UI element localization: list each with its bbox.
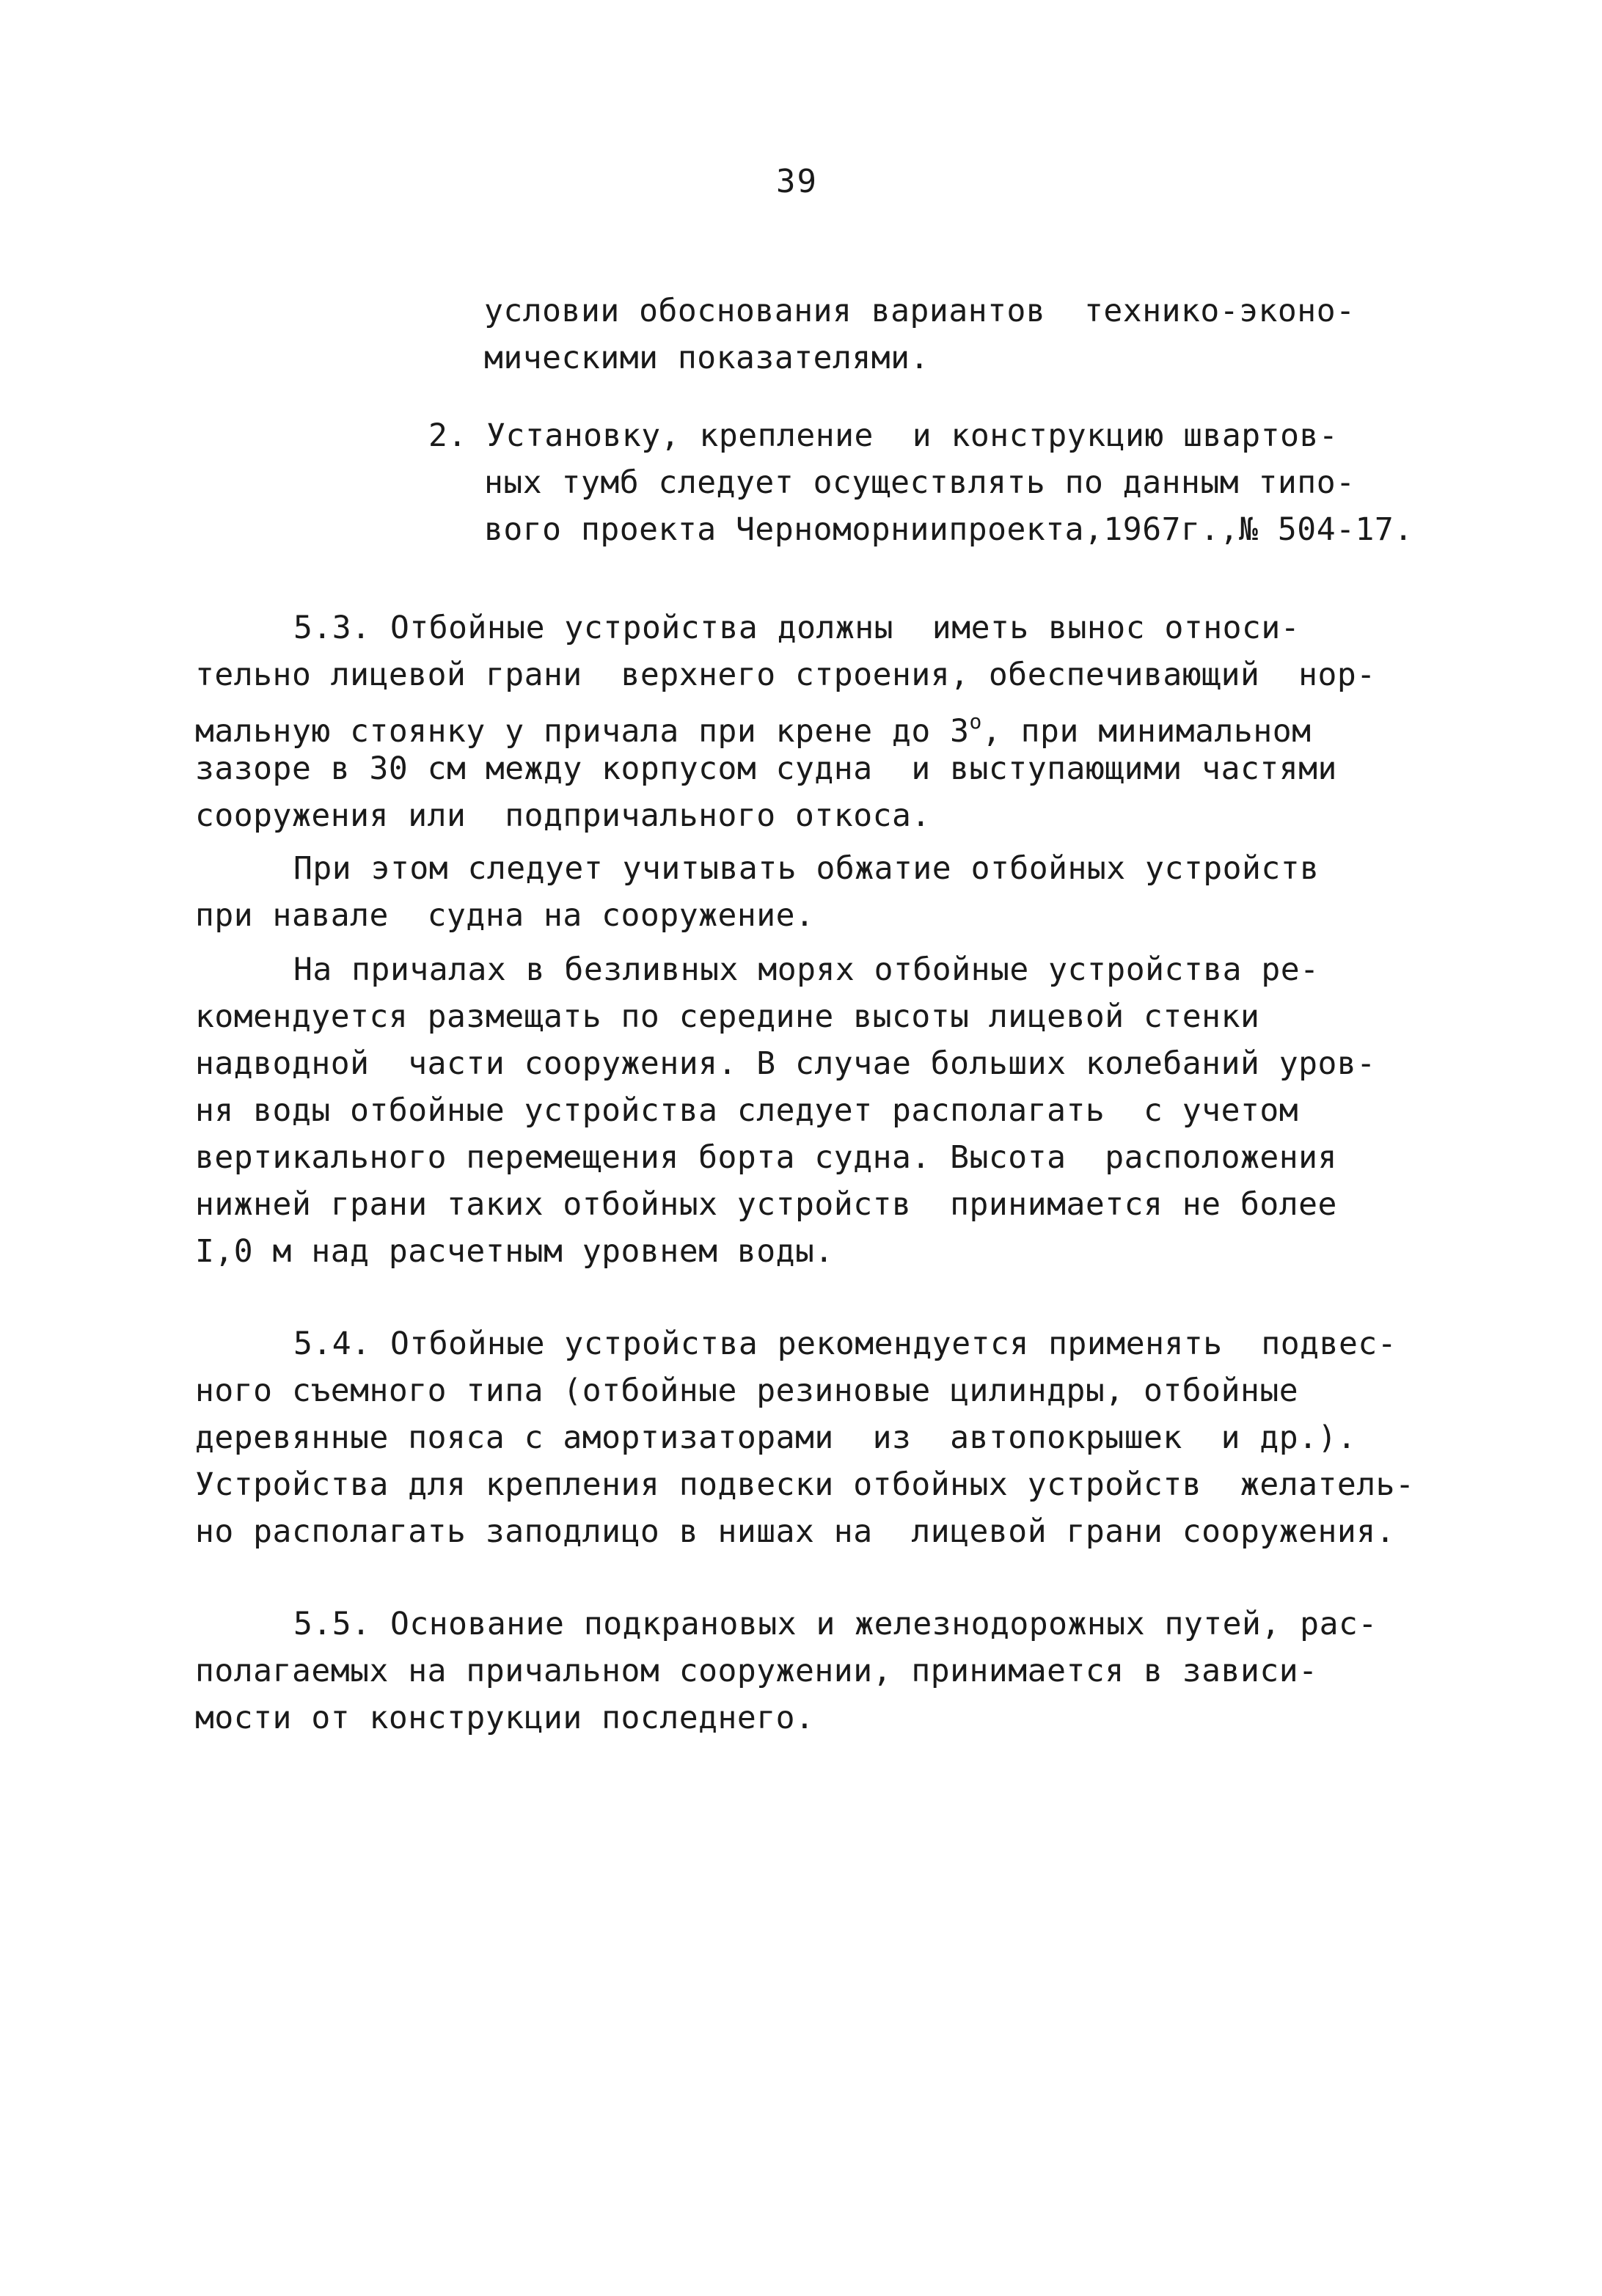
text-line: 2. Установку, крепление и конструкцию швартов-: [428, 417, 1339, 454]
text-line: деревянные пояса с амортизаторами из автопокрышек и др.).: [195, 1419, 1357, 1456]
text-line: тельно лицевой грани верхнего строения, обеспечивающий нор-: [195, 657, 1376, 693]
text-line: вертикального перемещения борта судна. Высота расположения: [195, 1139, 1337, 1176]
text-line: При этом следует учитывать обжатие отбойных устройств: [293, 850, 1320, 887]
text-line: при навале судна на сооружение.: [195, 897, 815, 934]
text-line: ных тумб следует осуществлять по данным типо-: [484, 464, 1356, 501]
text-line: 5.3. Отбойные устройства должны иметь вынос относи-: [293, 610, 1301, 646]
text-line: условии обоснования вариантов технико-эконо-: [484, 293, 1356, 329]
text-line: надводной части сооружения. В случае больших колебаний уров-: [195, 1045, 1376, 1082]
text-line: мости от конструкции последнего.: [195, 1700, 815, 1736]
text-line: 5.5. Основание подкрановых и железнодорожных путей, рас-: [293, 1606, 1378, 1642]
text-line: комендуется размещать по середине высоты лицевой стенки: [195, 998, 1260, 1035]
text-line: нижней грани таких отбойных устройств принимается не более: [195, 1186, 1337, 1223]
text-line: сооружения или подпричального откоса.: [195, 797, 931, 834]
text-line: зазоре в 30 см между корпусом судна и выступающими частями: [195, 750, 1337, 787]
text-line: I,0 м над расчетным уровнем воды.: [195, 1233, 834, 1270]
text-line: но располагать заподлицо в нишах на лицевой грани сооружения.: [195, 1513, 1396, 1550]
text-line: Устройства для крепления подвески отбойных устройств желатель-: [195, 1466, 1415, 1503]
text-line: вого проекта Черноморниипроекта,1967г.,№ 504-17.: [484, 511, 1413, 548]
text-segment: мальную стоянку у причала при крене до 3: [195, 713, 970, 750]
text-line: полагаемых на причальном сооружении, принимается в зависи-: [195, 1653, 1318, 1689]
text-line: ного съемного типа (отбойные резиновые цилиндры, отбойные: [195, 1372, 1299, 1409]
text-line: 5.4. Отбойные устройства рекомендуется применять подвес-: [293, 1326, 1397, 1362]
text-line: ня воды отбойные устройства следует располагать с учетом: [195, 1092, 1299, 1129]
text-segment: , при минимальном: [981, 713, 1312, 750]
text-line: мическими показателями.: [484, 340, 929, 376]
page-number: 39: [776, 163, 818, 200]
degree-superscript: о: [969, 709, 982, 734]
text-line: На причалах в безливных морях отбойные устройства ре-: [293, 951, 1320, 988]
